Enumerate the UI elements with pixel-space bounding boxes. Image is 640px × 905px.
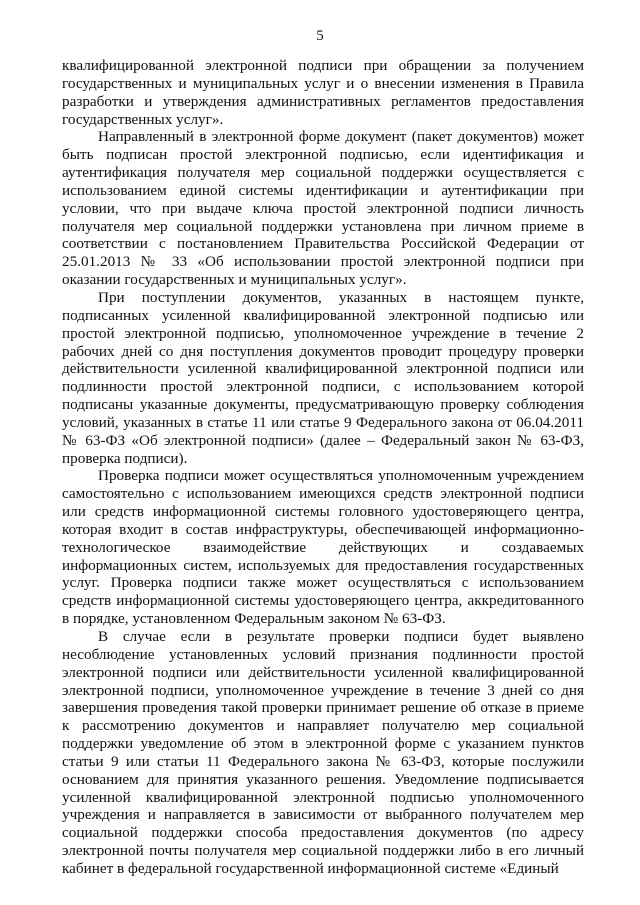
- document-body: [62, 57, 584, 878]
- page-number: 5: [316, 28, 324, 44]
- paragraph-verification-means: Проверка подписи может осуществляться уполномоченным учреждением самостоятельно с использованием имеющихся средств электронной подписи или средств информационной системы головного удостоверяющего центра, которая входит в состав инфраструктуры, обеспечивающей информационно-технологическое взаимодействие действующих и создаваемых информационных систем, используемых для предоставления государственных услуг. Проверка подписи также может осуществляться с использованием средств информационной системы удостоверяющего центра, аккредитованного в порядке, установленном Федеральным законом № 63-ФЗ.: [62, 467, 584, 628]
- paragraph-signature-verification: При поступлении документов, указанных в настоящем пункте, подписанных усиленной квалифицированной электронной подписью или простой электронной подписью, уполномоченное учреждение в течение 2 рабочих дней со дня поступления документов проводит процедуру проверки действительности усиленной квалифицированной электронной подписи или подлинности простой электронной подписи, с использованием которой подписаны указанные документы, предусматривающую проверку соблюдения условий, указанных в статье 11 или статье 9 Федерального закона от 06.04.2011 № 63-ФЗ «Об электронной подписи» (далее – Федеральный закон № 63-ФЗ, проверка подписи).: [62, 288, 584, 467]
- paragraph-continuation: квалифицированной электронной подписи при обращении за получением государственных и муниципальных услуг и о внесении изменения в Правила разработки и утверждения административных регламентов предоставления государственных услуг».: [62, 57, 584, 128]
- paragraph-simple-signature: Направленный в электронной форме документ (пакет документов) может быть подписан простой электронной подписью, если идентификация и аутентификация получателя мер социальной поддержки осуществляется с использованием единой системы идентификации и аутентификации при условии, что при выдаче ключа простой электронной подписи личность получателя мер социальной поддержки установлена при личном приеме в соответствии с постановлением Правительства Российской Федерации от 25.01.2013 № 33 «Об использовании простой электронной подписи при оказании государственных и муниципальных услуг».: [62, 128, 584, 289]
- paragraph-refusal-notice: В случае если в результате проверки подписи будет выявлено несоблюдение установленных условий признания подлинности простой электронной подписи или действительности усиленной квалифицированной электронной подписи, уполномоченное учреждение в течение 3 дней со дня завершения проведения такой проверки принимает решение об отказе в приеме к рассмотрению документов и направляет получателю мер социальной поддержки уведомление об этом в электронной форме с указанием пунктов статьи 9 или статьи 11 Федерального закона № 63-ФЗ, которые послужили основанием для принятия указанного решения. Уведомление подписывается усиленной квалифицированной электронной подписью уполномоченного учреждения и направляется в зависимости от выбранного получателем мер социальной поддержки способа предоставления документов (по адресу электронной почты получателя мер социальной поддержки либо в его личный кабинет в федеральной государственной информационной системе «Единый: [62, 628, 584, 877]
